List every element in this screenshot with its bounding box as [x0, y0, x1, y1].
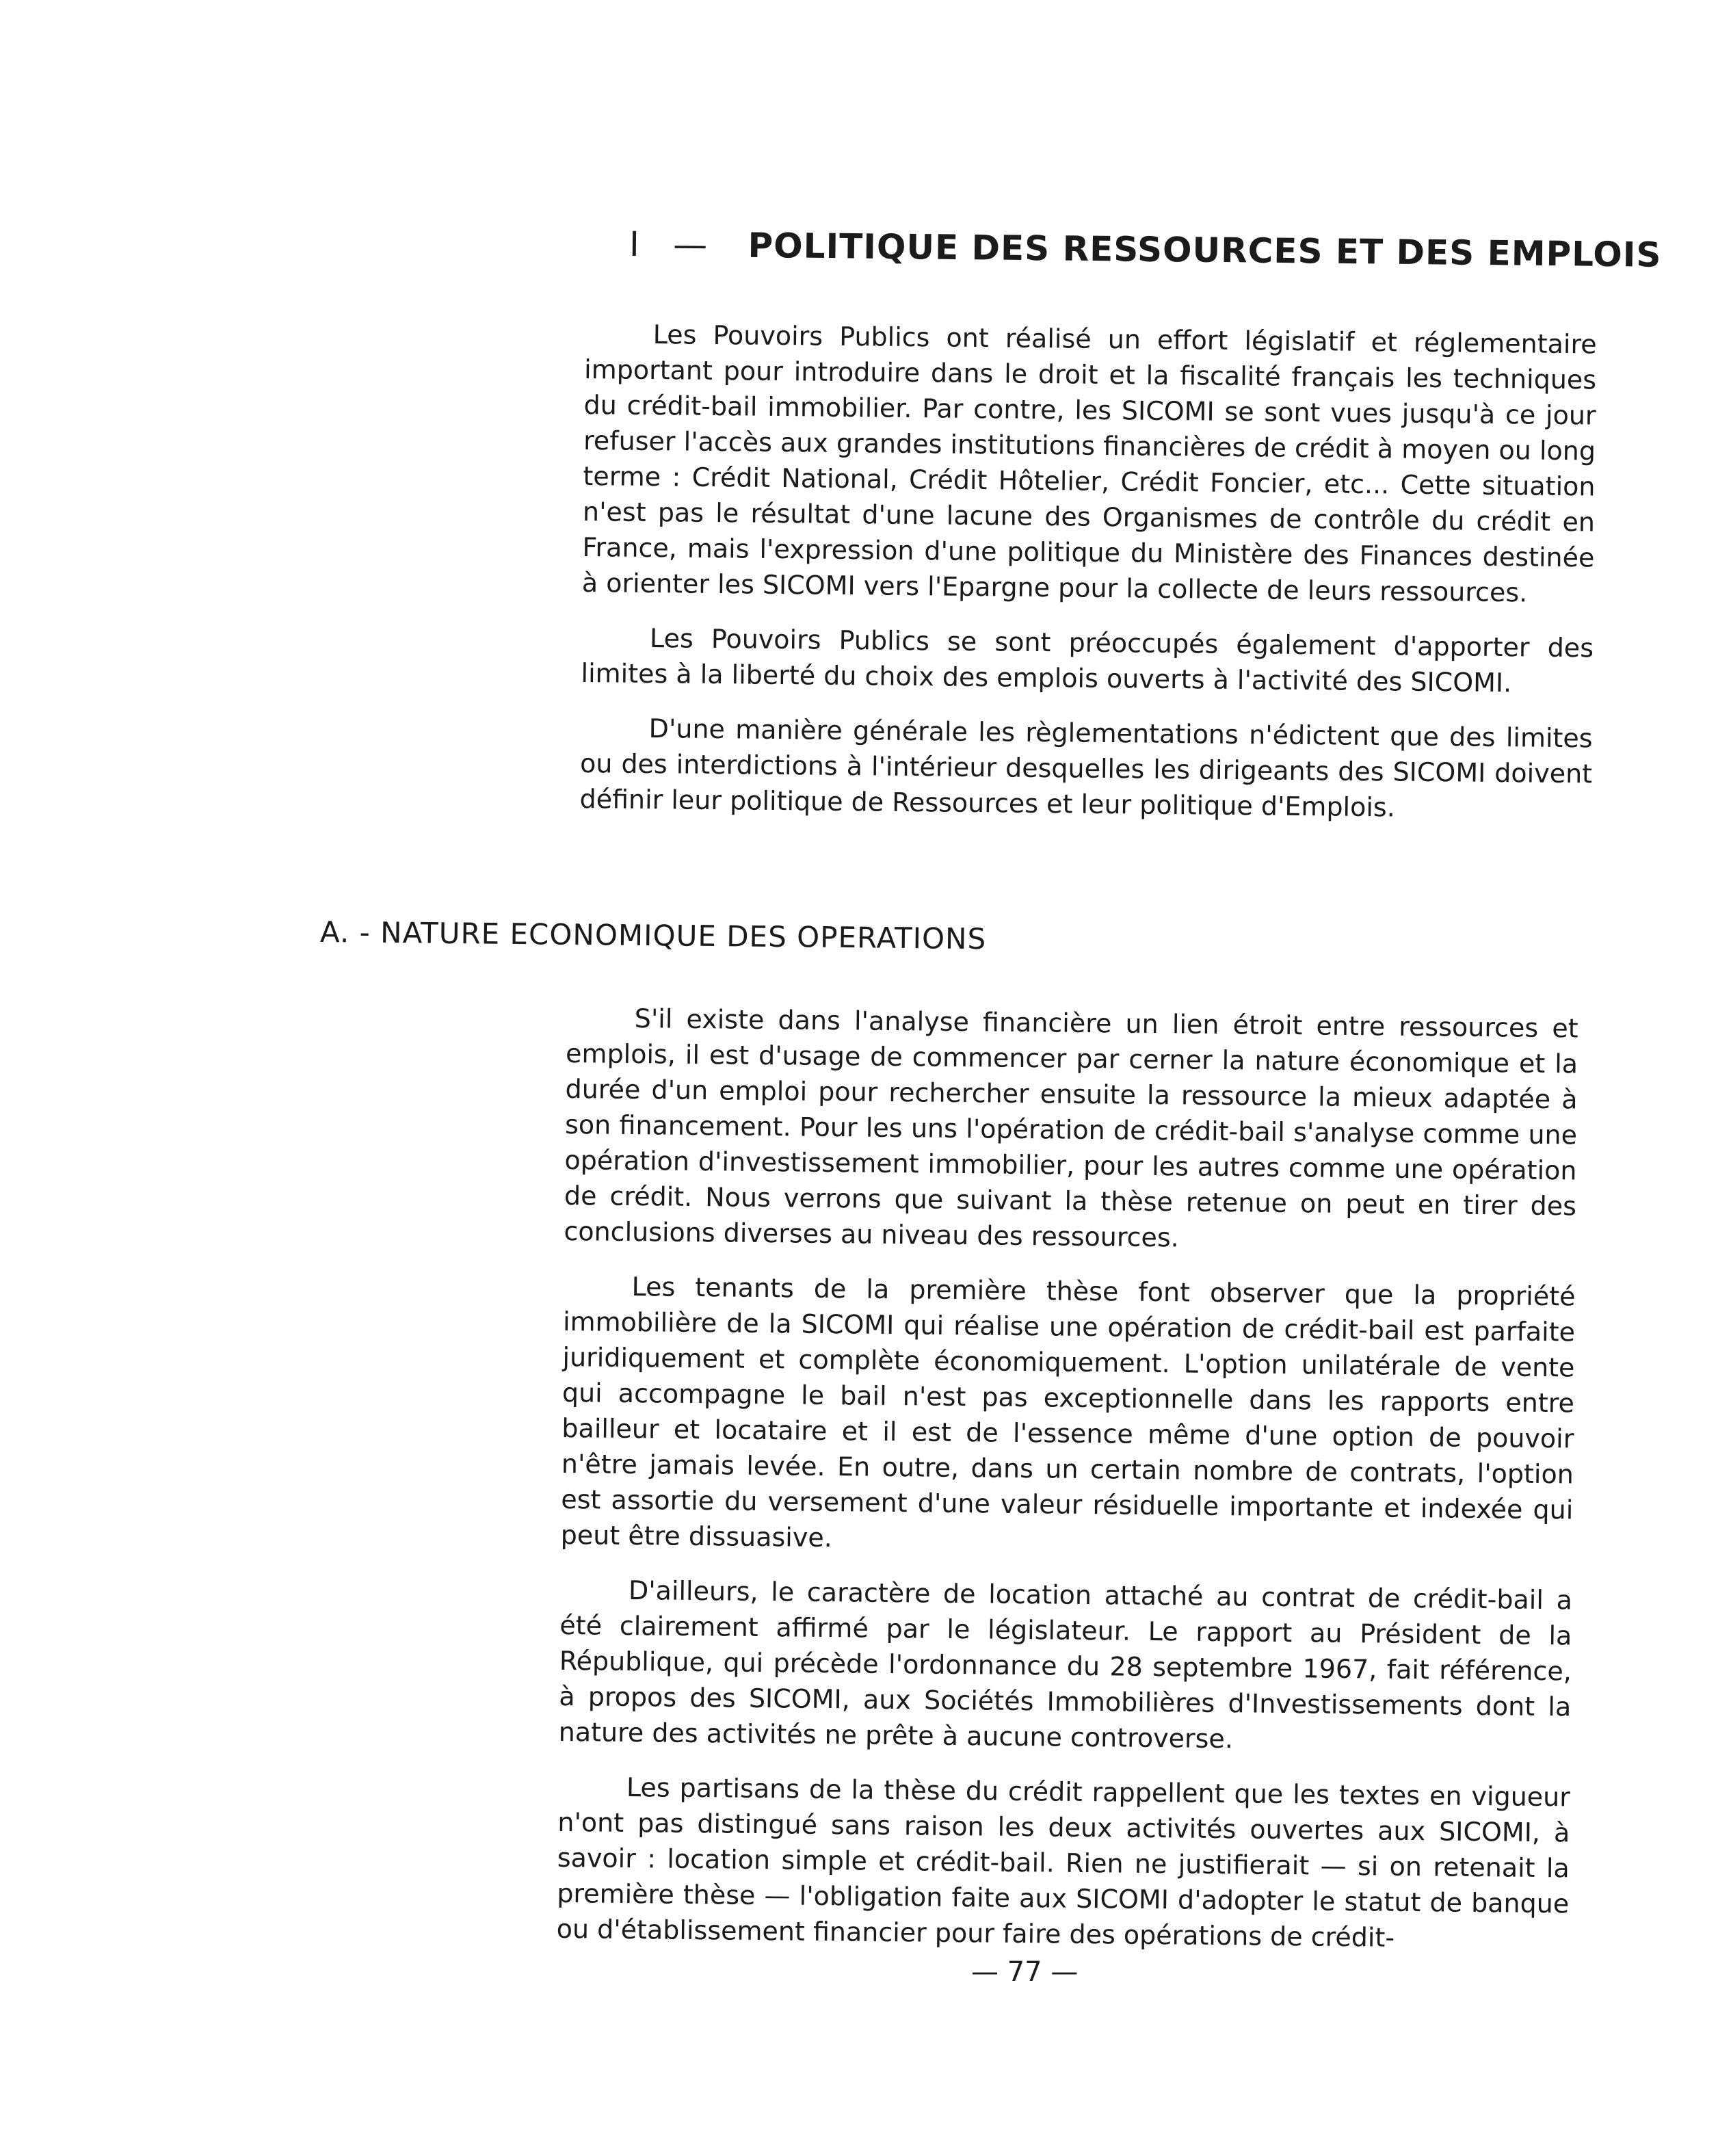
intro-section [579, 316, 1597, 827]
intro-paragraph-2: Les Pouvoirs Publics se sont préoccupés également d'apporter des limites à la liberté du choix des emplois ouverts à l'activité des SICOMI. [581, 623, 1594, 698]
section-a-body [557, 1000, 1578, 1957]
title-text: POLITIQUE DES RESSOURCES ET DES EMPLOIS [748, 225, 1662, 275]
section-a-paragraph-1: S'il existe dans l'analyse financière un lien étroit entre ressources et emplois, il est d'usage de commencer par cerner la nature économique et la durée d'un emploi pour rechercher ensuite la ressource la mieux adaptée à son financement. Pour les uns l'opération de crédit-bail s'analyse comme une opération d'investissement immobilier, pour les autres comme une opération de crédit. Nous verrons que suivant la thèse retenue on peut en tirer des conclusions diverses au niveau des ressources. [564, 1003, 1578, 1253]
intro-paragraph-3: D'une manière générale les règlementations n'édictent que des limites ou des interdictions à l'intérieur desquelles les dirigeants des SICOMI doivent définir leur politique de Ressources et leur politique d'Emplois. [579, 713, 1593, 823]
section-a-heading: A. - NATURE ECONOMIQUE DES OPERATIONS [319, 915, 987, 956]
intro-paragraph-1: Les Pouvoirs Publics ont réalisé un effort législatif et réglementaire important pour introduire dans le droit et la fiscalité français les techniques du crédit-bail immobilier. Par contre, les SICOMI se sont vues jusqu'à ce jour refuser l'accès aux grandes institutions financières de crédit à moyen ou long terme : Crédit National, Crédit Hôtelier, Crédit Foncier, etc... Cette situation n'est pas le résultat d'une lacune des Organismes de contrôle du crédit en France, mais l'expression d'une politique du Ministère des Finances destinée à orienter les SICOMI vers l'Epargne pour la collecte de leurs ressources. [581, 319, 1597, 608]
title-dash: — [672, 224, 709, 265]
section-a-paragraph-2: Les tenants de la première thèse font observer que la propriété immobilière de la SICOMI qui réalise une opération de crédit-bail est parfaite juridiquement et complète économiquement. L'option unilatérale de vente qui accompagne le bail n'est pas exceptionnelle dans les rapports entre bailleur et locataire et il est de l'essence même d'une option de pouvoir n'être jamais levée. En outre, dans un certain nombre de contrats, l'option est assortie du versement d'une valeur résiduelle importante et indexée qui peut être dissuasive. [560, 1272, 1576, 1553]
page-number: — 77 — [971, 1956, 1079, 1988]
page-title [629, 224, 1662, 275]
title-numeral: I [629, 224, 641, 265]
section-a-paragraph-3: D'ailleurs, le caractère de location attaché au contrat de crédit-bail a été clairement affirmé par le législateur. Le rapport au Président de la République, qui précède l'ordonnance du 28 septembre 1967, fait référence, à propos des SICOMI, aux Sociétés Immobilières d'Investissements dont la nature des activités ne prête à aucune controverse. [558, 1575, 1573, 1754]
section-a-paragraph-4: Les partisans de la thèse du crédit rappellent que les textes en vigueur n'ont pas distingué sans raison les deux activités ouvertes aux SICOMI, à savoir : location simple et crédit-bail. Rien ne justifierait — si on retenait la première thèse — l'obligation faite aux SICOMI d'adopter le statut de banque ou d'établissement financier pour faire des opérations de crédit- [556, 1772, 1571, 1953]
